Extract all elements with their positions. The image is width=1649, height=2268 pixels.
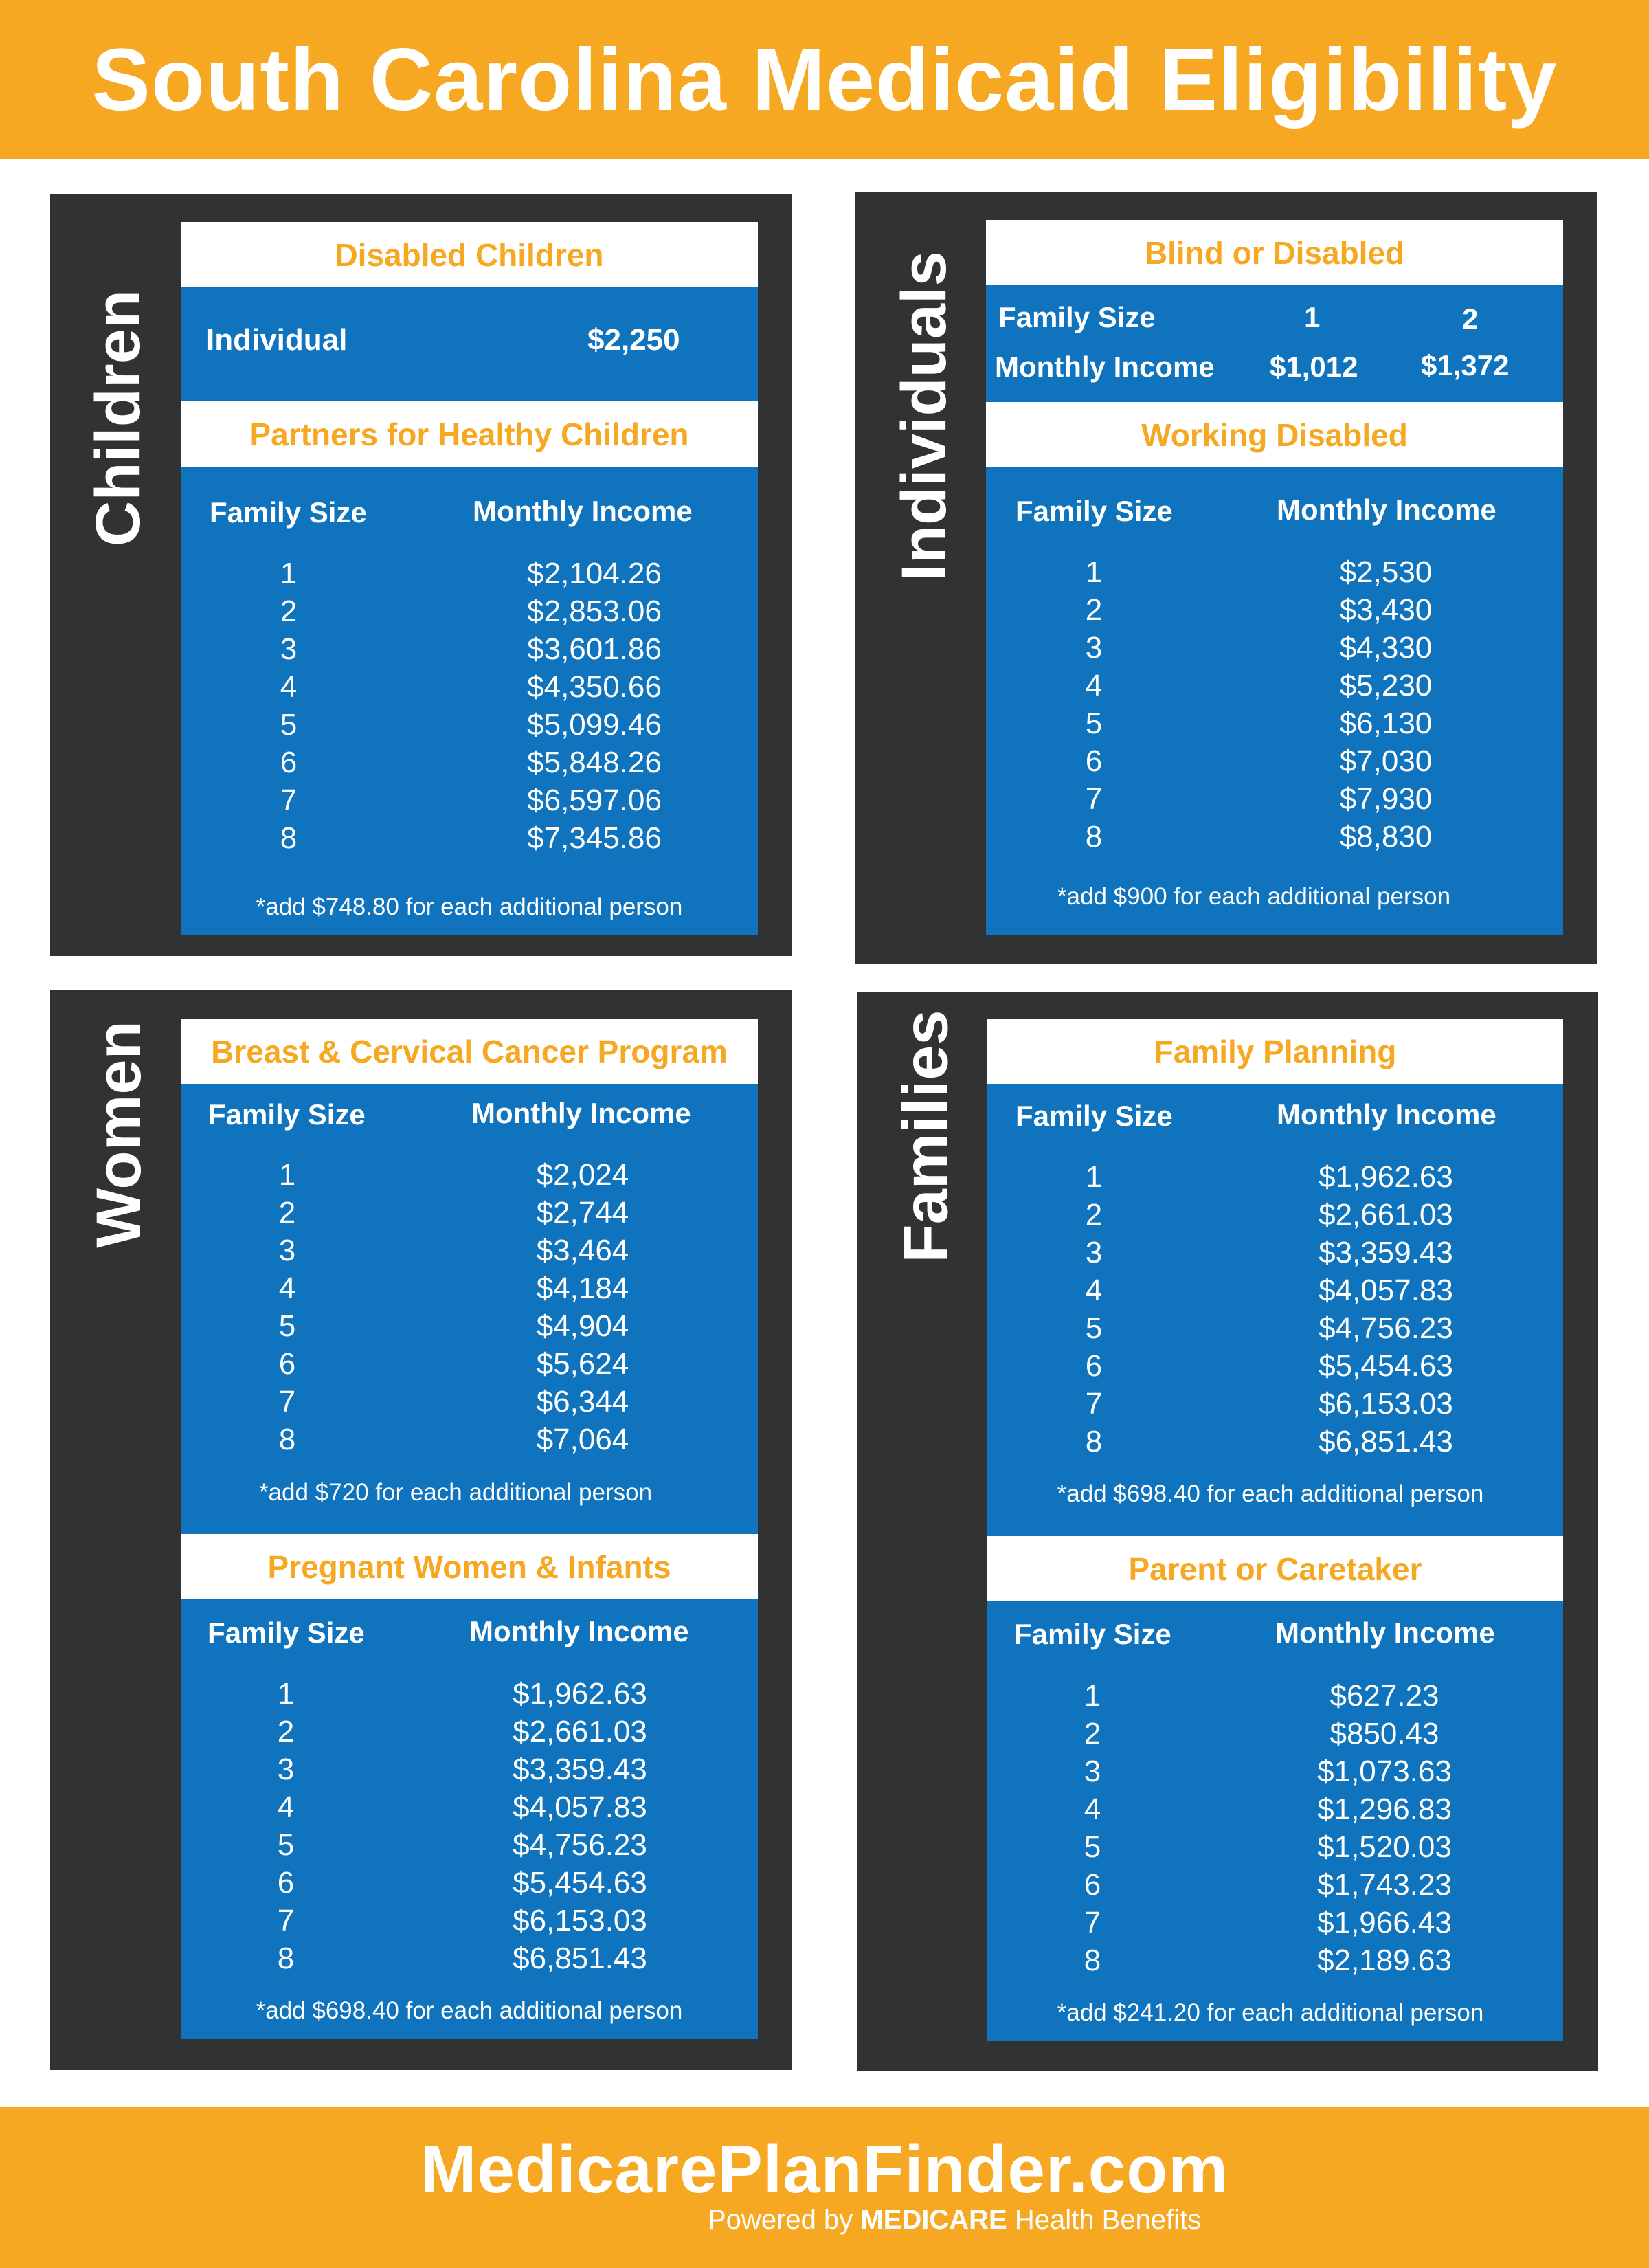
parent-col-family-size: Family Size (1014, 1618, 1171, 1650)
table-row (1025, 1311, 1506, 1349)
table-row (1025, 1387, 1506, 1425)
family-size-cell: 8 (277, 1942, 295, 1975)
breast-cervical-header: Breast & Cervical Cancer Program (181, 1019, 758, 1084)
working-rows (1025, 555, 1506, 858)
family-size-cell: 4 (280, 670, 298, 704)
family-size-cell: 5 (1085, 1311, 1103, 1345)
table-row (1024, 1944, 1505, 1981)
family-size-cell: 8 (280, 821, 298, 855)
table-row (217, 1828, 698, 1866)
family-size-cell: 8 (278, 1423, 296, 1456)
table-row (217, 1715, 698, 1753)
partners-header: Partners for Healthy Children (181, 401, 758, 467)
family-size-cell: 8 (1084, 1944, 1101, 1977)
table-row (1024, 1679, 1505, 1717)
family-size-cell: 6 (1085, 1349, 1103, 1383)
income-cell: $1,962.63 (1319, 1160, 1453, 1194)
table-row (1025, 782, 1506, 820)
family-size-cell: 8 (1085, 1425, 1103, 1458)
powered-prefix: Powered by (708, 2205, 853, 2235)
parent-col-monthly-income: Monthly Income (1275, 1616, 1495, 1649)
table-row (217, 1790, 698, 1828)
table-row (1025, 744, 1506, 782)
family-size-cell: 6 (277, 1866, 295, 1900)
table-row (1024, 1755, 1505, 1792)
income-cell: $2,744 (536, 1196, 629, 1230)
table-row (220, 821, 701, 859)
table-row (1025, 593, 1506, 631)
family-size-cell: 1 (1084, 1679, 1101, 1713)
income-cell: $4,330 (1339, 631, 1433, 665)
table-row (218, 1347, 699, 1385)
income-cell: $6,851.43 (513, 1942, 647, 1975)
income-cell: $5,454.63 (513, 1866, 647, 1900)
income-cell: $2,661.03 (1319, 1198, 1453, 1232)
income-cell: $4,184 (536, 1271, 629, 1305)
women-label (71, 990, 167, 1278)
family-size-cell: 1 (1085, 555, 1103, 589)
blind-disabled-header: Blind or Disabled (986, 220, 1563, 285)
income-cell: $850.43 (1330, 1717, 1439, 1750)
table-row (1025, 1236, 1506, 1274)
family-size-cell: 5 (280, 708, 298, 742)
working-col-monthly-income: Monthly Income (1277, 493, 1496, 526)
family-size-cell: 5 (277, 1828, 295, 1862)
income-cell: $4,756.23 (1319, 1311, 1453, 1345)
family-planning-header: Family Planning (987, 1019, 1563, 1084)
planning-rows (1025, 1160, 1506, 1463)
table-row (218, 1196, 699, 1234)
family-size-cell: 2 (1085, 1198, 1103, 1232)
planning-note: *add $698.40 for each additional person (1057, 1480, 1484, 1507)
family-size-cell: 4 (278, 1271, 296, 1305)
table-row (217, 1904, 698, 1942)
income-cell: $7,930 (1339, 782, 1433, 816)
income-cell: $1,962.63 (513, 1677, 647, 1711)
table-row (217, 1753, 698, 1790)
blind-income-1: $1,012 (1270, 351, 1358, 383)
income-cell: $6,153.03 (1319, 1387, 1453, 1421)
family-size-cell: 3 (278, 1234, 296, 1267)
women-label-text: Women (83, 1020, 154, 1248)
family-size-cell: 2 (1084, 1717, 1101, 1750)
family-size-cell: 6 (1084, 1868, 1101, 1902)
family-size-cell: 2 (277, 1715, 295, 1748)
family-size-cell: 1 (280, 557, 298, 590)
table-row (220, 783, 701, 821)
blind-income-label: Monthly Income (995, 351, 1215, 383)
table-row (218, 1309, 699, 1347)
table-row (1024, 1792, 1505, 1830)
income-cell: $1,520.03 (1317, 1830, 1452, 1864)
family-size-cell: 5 (278, 1309, 296, 1343)
pregnant-header: Pregnant Women & Infants (181, 1534, 758, 1599)
partners-col-monthly-income: Monthly Income (473, 495, 693, 527)
blind-size-1: 1 (1304, 301, 1321, 333)
income-cell: $4,756.23 (513, 1828, 647, 1862)
table-row (218, 1385, 699, 1423)
table-row (220, 746, 701, 783)
income-cell: $3,464 (536, 1234, 629, 1267)
income-cell: $5,848.26 (527, 746, 662, 779)
parent-note: *add $241.20 for each additional person (1057, 1999, 1484, 2026)
family-size-cell: 1 (278, 1158, 296, 1192)
family-size-cell: 7 (280, 783, 298, 817)
income-cell: $2,104.26 (527, 557, 662, 590)
breast-note: *add $720 for each additional person (258, 1479, 653, 1506)
income-cell: $5,624 (536, 1347, 629, 1381)
table-row (220, 594, 701, 632)
table-row (1025, 1160, 1506, 1198)
income-cell: $6,597.06 (527, 783, 662, 817)
family-size-cell: 1 (277, 1677, 295, 1711)
pregnant-col-family-size: Family Size (207, 1616, 365, 1649)
family-size-cell: 2 (278, 1196, 296, 1230)
family-size-cell: 1 (1085, 1160, 1103, 1194)
income-cell: $3,359.43 (513, 1753, 647, 1786)
planning-col-family-size: Family Size (1016, 1100, 1173, 1132)
income-cell: $6,344 (536, 1385, 629, 1419)
children-label (71, 194, 167, 641)
income-cell: $6,851.43 (1319, 1425, 1453, 1458)
table-row (1025, 1198, 1506, 1236)
family-size-cell: 7 (278, 1385, 296, 1419)
parent-caretaker-header: Parent or Caretaker (987, 1536, 1563, 1601)
blind-income-2: $1,372 (1421, 349, 1510, 381)
family-size-cell: 7 (1085, 1387, 1103, 1421)
table-row (1024, 1717, 1505, 1755)
working-col-family-size: Family Size (1016, 495, 1173, 527)
table-row (1024, 1868, 1505, 1906)
family-size-cell: 2 (1085, 593, 1103, 627)
income-cell: $6,130 (1339, 707, 1433, 740)
table-row (220, 708, 701, 746)
income-cell: $7,064 (536, 1423, 629, 1456)
table-row (1025, 1425, 1506, 1463)
breast-col-family-size: Family Size (208, 1098, 366, 1131)
table-row (1024, 1906, 1505, 1944)
table-row (217, 1866, 698, 1904)
partners-note: *add $748.80 for each additional person (256, 893, 683, 920)
page-title: South Carolina Medicaid Eligibility (91, 30, 1558, 129)
table-row (218, 1234, 699, 1271)
income-cell: $4,057.83 (513, 1790, 647, 1824)
table-row (1025, 820, 1506, 858)
table-row (218, 1271, 699, 1309)
blind-family-size-label: Family Size (998, 301, 1156, 333)
table-row (217, 1677, 698, 1715)
breast-col-monthly-income: Monthly Income (471, 1097, 691, 1129)
powered-suffix: Health Benefits (1014, 2205, 1202, 2235)
income-cell: $3,430 (1339, 593, 1433, 627)
income-cell: $7,345.86 (527, 821, 662, 855)
family-size-cell: 2 (280, 594, 298, 628)
income-cell: $7,030 (1339, 744, 1433, 778)
income-cell: $5,230 (1339, 669, 1433, 702)
family-size-cell: 3 (1084, 1755, 1101, 1788)
table-row (1024, 1830, 1505, 1868)
working-note: *add $900 for each additional person (1057, 883, 1451, 910)
table-row (220, 632, 701, 670)
table-row (1025, 555, 1506, 593)
income-cell: $2,661.03 (513, 1715, 647, 1748)
income-cell: $1,966.43 (1317, 1906, 1452, 1939)
income-cell: $5,454.63 (1319, 1349, 1453, 1383)
family-size-cell: 3 (1085, 1236, 1103, 1269)
family-size-cell: 7 (277, 1904, 295, 1937)
income-cell: $1,296.83 (1317, 1792, 1452, 1826)
income-cell: $1,073.63 (1317, 1755, 1452, 1788)
family-size-cell: 4 (1084, 1792, 1101, 1826)
family-size-cell: 4 (1085, 1274, 1103, 1307)
blind-size-2: 2 (1462, 302, 1479, 335)
table-row (1025, 669, 1506, 707)
partners-rows (220, 557, 701, 859)
income-cell: $2,853.06 (527, 594, 662, 628)
breast-rows (218, 1158, 699, 1460)
family-size-cell: 3 (277, 1753, 295, 1786)
medicareplanfinder-logo: MedicarePlanFinder.com (420, 2131, 1229, 2207)
working-disabled-header: Working Disabled (986, 402, 1563, 467)
individual-label: Individual (206, 323, 348, 357)
family-size-cell: 6 (1085, 744, 1103, 778)
income-cell: $627.23 (1330, 1679, 1439, 1713)
pregnant-note: *add $698.40 for each additional person (256, 1997, 683, 2024)
income-cell: $3,601.86 (527, 632, 662, 666)
income-cell: $2,530 (1339, 555, 1433, 589)
partners-col-family-size: Family Size (210, 496, 367, 529)
table-row (218, 1158, 699, 1196)
powered-by-text (708, 2205, 1201, 2236)
family-size-cell: 3 (280, 632, 298, 666)
disabled-children-header: Disabled Children (181, 222, 758, 287)
income-cell: $2,189.63 (1317, 1944, 1452, 1977)
table-row (218, 1423, 699, 1460)
family-size-cell: 4 (277, 1790, 295, 1824)
family-size-cell: 4 (1085, 669, 1103, 702)
pregnant-col-monthly-income: Monthly Income (469, 1615, 689, 1647)
income-cell: $4,057.83 (1319, 1274, 1453, 1307)
individuals-label (876, 192, 972, 639)
income-cell: $8,830 (1339, 820, 1433, 854)
family-size-cell: 5 (1084, 1830, 1101, 1864)
families-label-text: Families (890, 1009, 961, 1263)
table-row (1025, 631, 1506, 669)
family-size-cell: 5 (1085, 707, 1103, 740)
children-label-text: Children (83, 289, 154, 546)
family-size-cell: 3 (1085, 631, 1103, 665)
table-row (1025, 707, 1506, 744)
income-cell: $4,904 (536, 1309, 629, 1343)
income-cell: $4,350.66 (527, 670, 662, 704)
income-cell: $6,153.03 (513, 1904, 647, 1937)
income-cell: $2,024 (536, 1158, 629, 1192)
family-size-cell: 7 (1085, 782, 1103, 816)
parent-rows (1024, 1679, 1505, 1981)
table-row (220, 670, 701, 708)
individuals-label-text: Individuals (888, 250, 959, 581)
table-row (1025, 1349, 1506, 1387)
table-row (217, 1942, 698, 1979)
individual-value: $2,250 (587, 323, 680, 357)
table-row (220, 557, 701, 594)
income-cell: $3,359.43 (1319, 1236, 1453, 1269)
planning-col-monthly-income: Monthly Income (1277, 1098, 1496, 1131)
powered-brand: MEDICARE (860, 2205, 1007, 2235)
pregnant-rows (217, 1677, 698, 1979)
family-size-cell: 7 (1084, 1906, 1101, 1939)
income-cell: $5,099.46 (527, 708, 662, 742)
table-row (1025, 1274, 1506, 1311)
family-size-cell: 6 (280, 746, 298, 779)
families-label (878, 992, 974, 1280)
family-size-cell: 8 (1085, 820, 1103, 854)
income-cell: $1,743.23 (1317, 1868, 1452, 1902)
family-size-cell: 6 (278, 1347, 296, 1381)
